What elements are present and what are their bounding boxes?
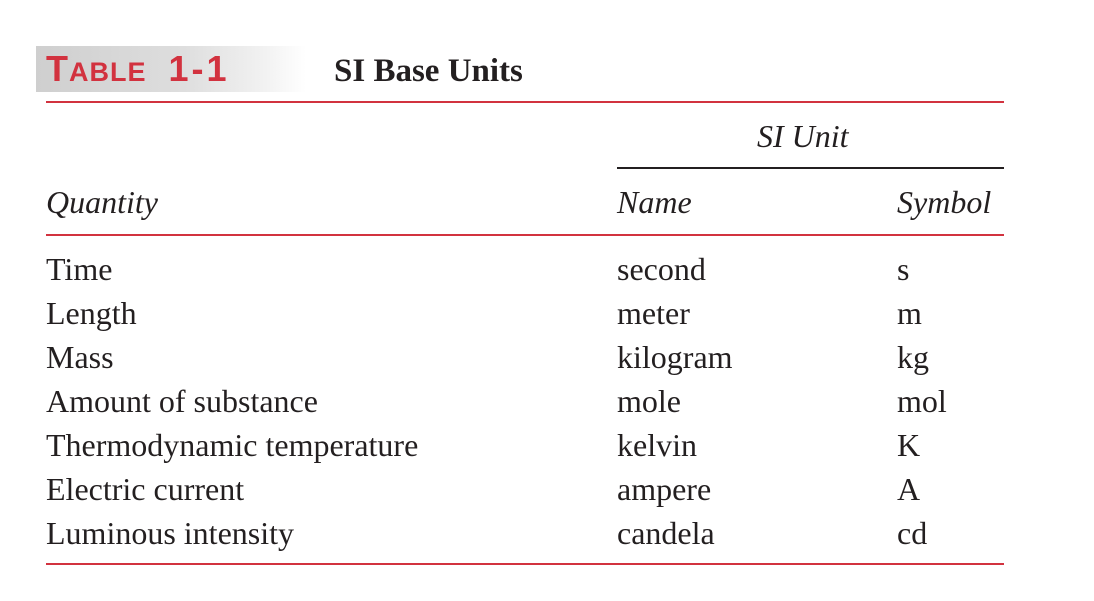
si-unit-group-header: SI Unit: [757, 118, 849, 154]
cell-name: ampere: [617, 471, 712, 507]
table-number: 1-1: [168, 48, 230, 89]
cell-symbol: m: [897, 295, 922, 331]
cell-symbol: A: [897, 471, 921, 507]
cell-name: kelvin: [617, 427, 697, 463]
cell-quantity: Mass: [46, 339, 114, 375]
cell-quantity: Amount of substance: [46, 383, 318, 419]
table-row: [0, 426, 1094, 470]
bottom-rule: [46, 563, 1004, 565]
cell-quantity: Time: [46, 251, 113, 287]
cell-symbol: K: [897, 427, 921, 463]
cell-name: candela: [617, 515, 715, 551]
table-label-word: ABLE: [69, 57, 147, 87]
cell-symbol: mol: [897, 383, 947, 419]
column-header-symbol: Symbol: [897, 184, 992, 220]
table-row: [0, 382, 1094, 426]
table-row: [0, 250, 1094, 294]
table-label: [46, 48, 230, 90]
si-unit-group-rule: [617, 167, 1004, 169]
cell-name: mole: [617, 383, 681, 419]
cell-symbol: kg: [897, 339, 929, 375]
table-row: [0, 338, 1094, 382]
cell-symbol: cd: [897, 515, 928, 551]
table-label-initial: T: [46, 48, 69, 89]
cell-symbol: s: [897, 251, 910, 287]
table-row: [0, 514, 1094, 558]
cell-name: meter: [617, 295, 690, 331]
cell-name: kilogram: [617, 339, 733, 375]
cell-quantity: Luminous intensity: [46, 515, 294, 551]
table-title: SI Base Units: [334, 53, 523, 89]
cell-quantity: Electric current: [46, 471, 245, 507]
top-rule: [46, 101, 1004, 103]
cell-quantity: Length: [46, 295, 137, 331]
cell-name: second: [617, 251, 706, 287]
column-header-name: Name: [617, 184, 692, 220]
table-row: [0, 294, 1094, 338]
header-rule: [46, 234, 1004, 236]
cell-quantity: Thermodynamic temperature: [46, 427, 419, 463]
column-header-quantity: Quantity: [46, 184, 158, 220]
table-row: [0, 470, 1094, 514]
